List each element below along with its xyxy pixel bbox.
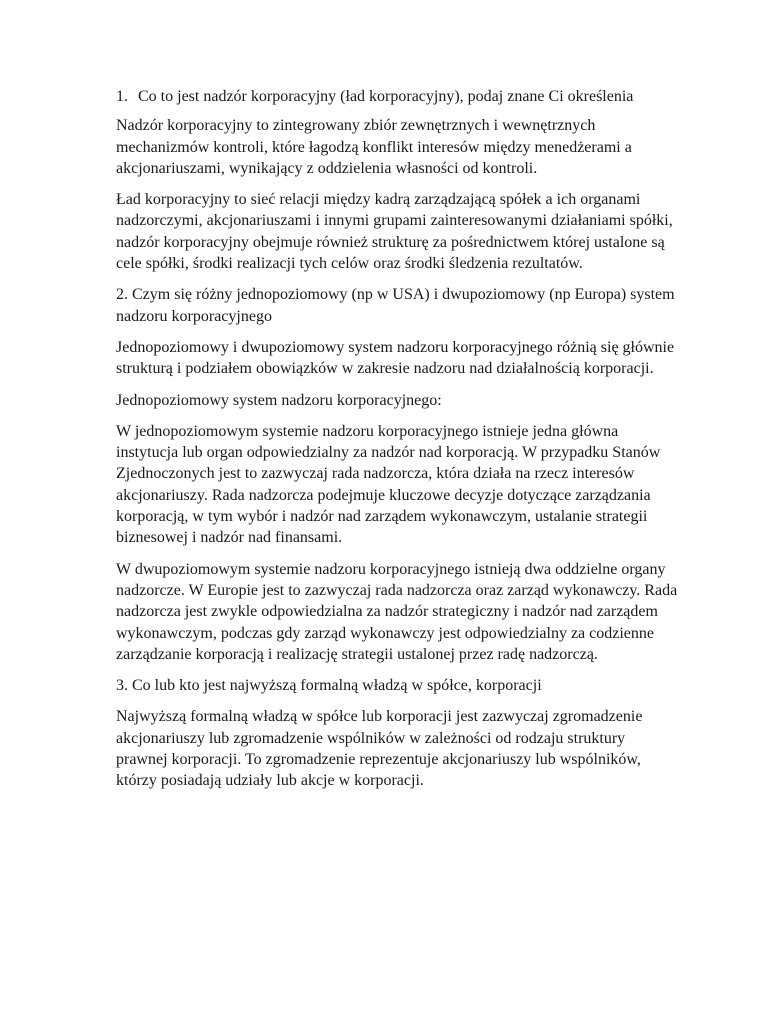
paragraph-two-tier: W dwupoziomowym systemie nadzoru korporacyjnego istnieją dwa oddzielne organy nadzorcze. W Europie jest to zazwyczaj rada nadzorcza oraz zarząd wykonawczy. Rada nadzorcza jest zwykle odpowiedzialna za nadzór strategiczny i nadzór nad zarządem wykonawczym, podczas gdy zarząd wykonawczy jest odpowiedzialny za codzienne zarządzanie korporacją i realizację strategii ustalonej przez radę nadzorczą. (116, 560, 678, 663)
question-3: 3. Co lub kto jest najwyższą formalną władzą w spółce, korporacji (116, 677, 542, 695)
question-1 (116, 86, 678, 107)
paragraph-definition-nadzor: Nadzór korporacyjny to zintegrowany zbiór zewnętrznych i wewnętrznych mechanizmów kontroli, które łagodzą konflikt interesów między menedżerami a akcjonariuszami, wynikający z oddzielenia własności od kontroli. (116, 117, 632, 177)
paragraph-highest-authority: Najwyższą formalną władzą w spółce lub korporacji jest zazwyczaj zgromadzenie akcjonariuszy lub zgromadzenie wspólników w zależności od rodzaju struktury prawnej korporacji. To zgromadzenie reprezentuje akcjonariuszy lub wspólników, którzy posiadają udziały lub akcje w korporacji. (116, 708, 643, 790)
paragraph-definition-lad: Ład korporacyjny to sieć relacji między kadrą zarządzającą spółek a ich organami nadzorczymi, akcjonariuszami i innymi grupami zainteresowanymi działaniami spółki, nadzór korporacyjny obejmuje również strukturę za pośrednictwem której ustalone są cele spółki, środki realizacji tych celów oraz środki śledzenia rezultatów. (116, 191, 673, 273)
paragraph-one-tier-heading: Jednopoziomowy system nadzoru korporacyjnego: (116, 391, 442, 409)
question-1-text: Co to jest nadzór korporacyjny (ład korporacyjny), podaj znane Ci określenia (138, 88, 634, 105)
paragraph-systems-difference: Jednopoziomowy i dwupoziomowy system nadzoru korporacyjnego różnią się głównie strukturą i podziałem obowiązków w zakresie nadzoru nad działalnością korporacji. (116, 338, 675, 378)
paragraph-one-tier: W jednopoziomowym systemie nadzoru korporacyjnego istnieje jedna główna instytucja lub organ odpowiedzialny za nadzór nad korporacją. W przypadku Stanów Zjednoczonych jest to zazwyczaj rada nadzorcza, która działa na rzecz interesów akcjonariuszy. Rada nadzorcza podejmuje kluczowe decyzje dotyczące zarządzania korporacją, w tym wybór i nadzór nad zarządem wykonawczym, ustalanie strategii biznesowej i nadzór nad finansami. (116, 422, 661, 547)
question-1-number: 1. (116, 88, 128, 105)
question-2: 2. Czym się różny jednopoziomowy (np w USA) i dwupoziomowy (np Europa) system nadzoru korporacyjnego (116, 286, 675, 325)
